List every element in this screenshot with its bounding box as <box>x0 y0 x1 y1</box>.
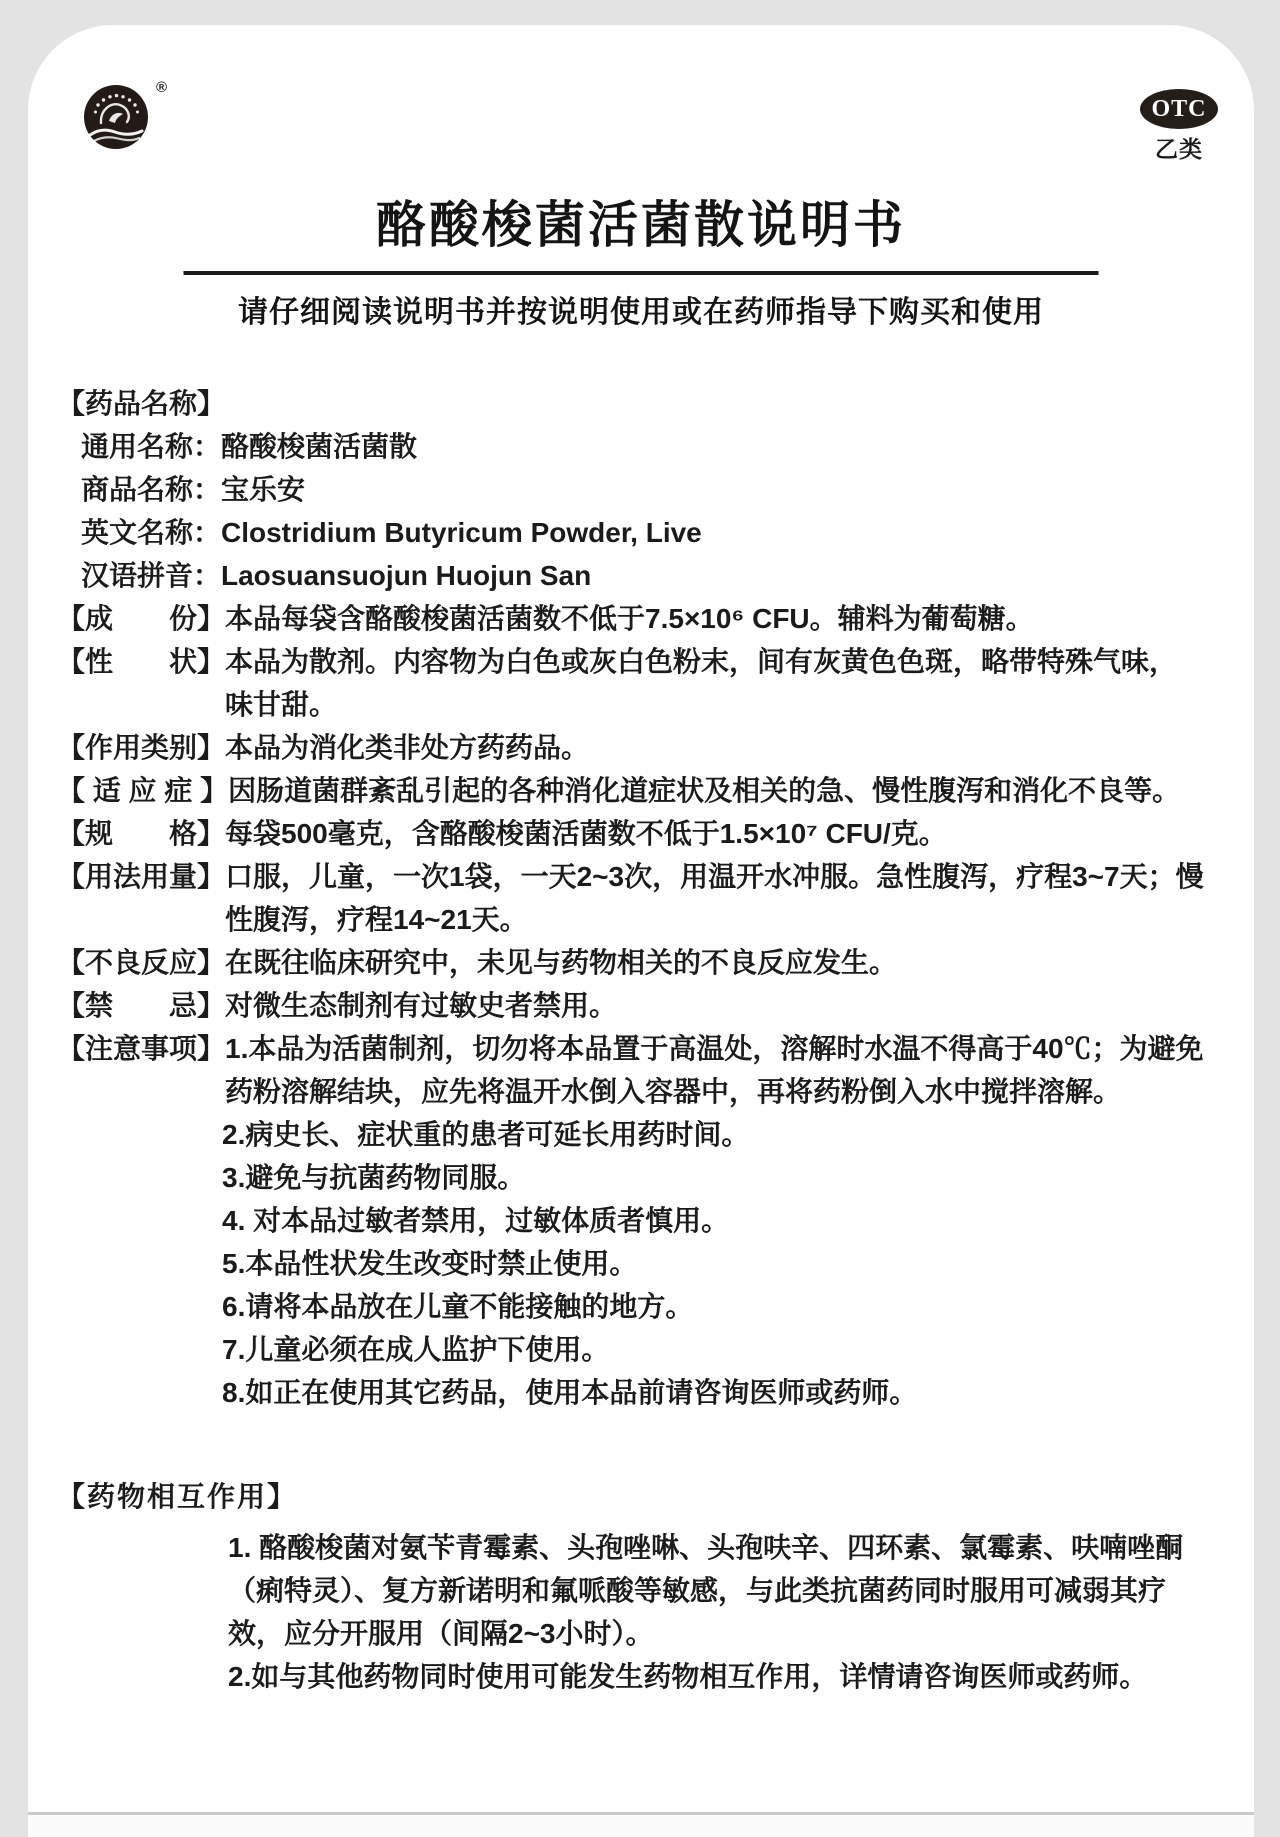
section-text: 本品为散剂。内容物为白色或灰白色粉末，间有灰黄色色斑，略带特殊气味，味甘甜。 <box>225 646 1178 720</box>
otc-category-label: 乙类 <box>1155 136 1203 162</box>
section-label: 【用法用量】 <box>57 861 226 892</box>
section-indications <box>57 769 1205 812</box>
precaution-item-3: 3.避免与抗菌药物同服。 <box>222 1162 526 1193</box>
section-label: 【成 份】 <box>57 603 226 634</box>
section-adverse-reactions <box>57 941 1205 984</box>
leaflet-card <box>28 25 1254 1815</box>
section-dosage <box>57 855 1205 941</box>
generic-name-line: 通用名称：酪酸梭菌活菌散 <box>81 431 418 462</box>
section-label: 【药品名称】 <box>57 388 226 419</box>
section-label: 【禁 忌】 <box>57 990 226 1021</box>
trade-name-line: 商品名称：宝乐安 <box>81 474 306 505</box>
section-text: 口服，儿童，一次1袋，一天2~3次，用温开水冲服。急性腹泻，疗程3~7天；慢性腹泻，疗程14~21天。 <box>225 861 1204 935</box>
section-label: 【 适 应 症 】 <box>57 775 229 806</box>
leaflet-body <box>28 382 1254 1698</box>
section-label: 【不良反应】 <box>57 947 226 978</box>
section-text: 本品每袋含酪酸梭菌活菌数不低于7.5×10⁶ CFU。辅料为葡萄糖。 <box>225 603 1034 634</box>
section-label: 【注意事项】 <box>57 1033 226 1064</box>
precaution-item-5: 5.本品性状发生改变时禁止使用。 <box>222 1248 638 1279</box>
section-text: 因肠道菌群紊乱引起的各种消化道症状及相关的急、慢性腹泻和消化不良等。 <box>228 775 1181 806</box>
interaction-item-2: 2.如与其他药物同时使用可能发生药物相互作用，详情请咨询医师或药师。 <box>228 1661 1148 1692</box>
section-description <box>57 640 1205 726</box>
english-name-line: 英文名称：Clostridium Butyricum Powder, Live <box>81 517 702 548</box>
otc-badge <box>1134 89 1224 164</box>
section-label: 【性 状】 <box>57 646 226 677</box>
precaution-item-1: 1.本品为活菌制剂，切勿将本品置于高温处，溶解时水温不得高于40℃；为避免药粉溶解结块，应先将温开水倒入容器中，再将药粉倒入水中搅拌溶解。 <box>225 1033 1204 1107</box>
otc-oval-icon: OTC <box>1140 89 1218 129</box>
section-drug-interactions-label: 【药物相互作用】 <box>57 1481 298 1512</box>
section-text: 每袋500毫克，含酪酸梭菌活菌数不低于1.5×10⁷ CFU/克。 <box>225 818 947 849</box>
precaution-item-2: 2.病史长、症状重的患者可延长用药时间。 <box>222 1119 750 1150</box>
precaution-item-7: 7.儿童必须在成人监护下使用。 <box>222 1334 610 1365</box>
section-category <box>57 726 1205 769</box>
read-instructions-notice: 请仔细阅读说明书并按说明使用或在药师指导下购买和使用 <box>238 296 1044 329</box>
section-label: 【规 格】 <box>57 818 226 849</box>
precaution-item-6: 6.请将本品放在儿童不能接触的地方。 <box>222 1291 694 1322</box>
section-text: 本品为消化类非处方药药品。 <box>225 732 590 763</box>
precaution-item-4: 4. 对本品过敏者禁用，过敏体质者慎用。 <box>222 1205 730 1236</box>
precaution-item-8: 8.如正在使用其它药品，使用本品前请咨询医师或药师。 <box>222 1377 918 1408</box>
section-contraindications <box>57 984 1205 1027</box>
section-precautions <box>57 1027 1205 1113</box>
pinyin-name-line: 汉语拼音：Laosuansuojun Huojun San <box>81 560 592 591</box>
registered-trademark-icon: ® <box>156 79 168 96</box>
page-title: 酪酸梭菌活菌散说明书 <box>376 197 906 253</box>
interaction-item-1: 1. 酪酸梭菌对氨苄青霉素、头孢唑啉、头孢呋辛、四环素、氯霉素、呋喃唑酮（痢特灵）、复方新诺明和氟哌酸等敏感，与此类抗菌药同时服用可减弱其疗效，应分开服用（间隔2~3小时）。 <box>228 1532 1184 1649</box>
section-strength <box>57 812 1205 855</box>
section-text: 在既往临床研究中，未见与药物相关的不良反应发生。 <box>225 947 898 978</box>
section-text: 对微生态制剂有过敏史者禁用。 <box>225 990 618 1021</box>
section-drug-name <box>57 382 1205 425</box>
section-composition <box>57 597 1205 640</box>
brand-dragon-seal-icon <box>82 83 150 151</box>
page-bottom-divider <box>28 1812 1254 1837</box>
section-label: 【作用类别】 <box>57 732 226 763</box>
title-divider <box>184 271 1099 275</box>
